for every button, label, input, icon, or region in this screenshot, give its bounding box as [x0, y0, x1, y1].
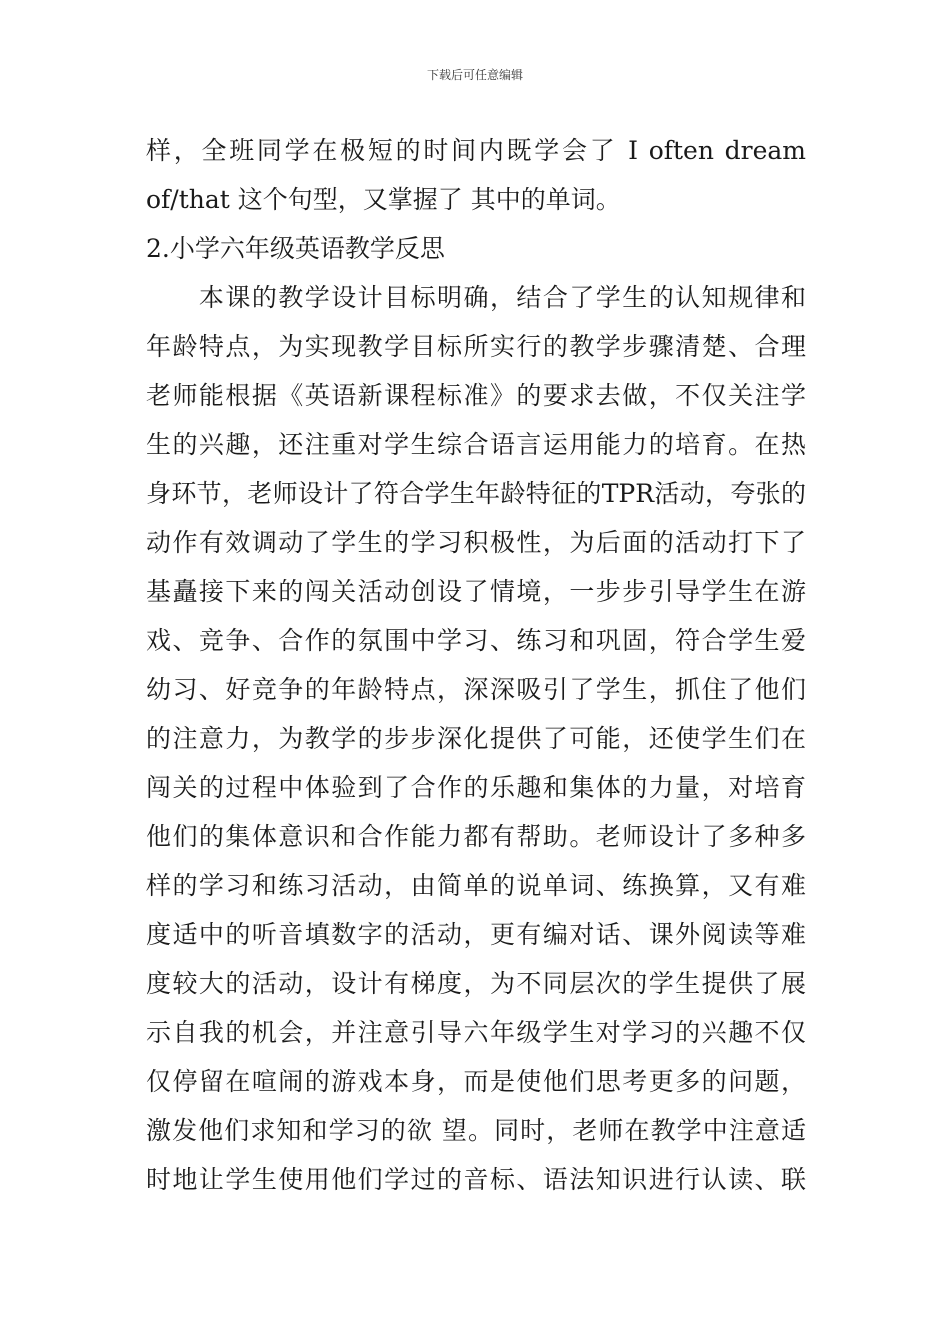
text-line: 本课的教学设计目标明确，结合了学生的认知规律和: [146, 283, 806, 312]
text-line: of/that 这个句型，又掌握了 其中的单词。: [146, 185, 621, 214]
text-line: 基矗接下来的闯关活动创设了情境，一步步引导学生在游: [146, 577, 806, 606]
page-header: 下载后可任意编辑: [426, 68, 523, 82]
text-line: 老师能根据《英语新课程标准》的要求去做，不仅关注学: [146, 381, 806, 410]
text-line: 闯关的过程中体验到了合作的乐趣和集体的力量，对培育: [146, 773, 806, 802]
text-line: 幼习、好竞争的年龄特点，深深吸引了学生，抓住了他们: [146, 675, 806, 704]
text-line: 他们的集体意识和合作能力都有帮助。老师设计了多种多: [146, 822, 806, 851]
text-line: 身环节，老师设计了符合学生年龄特征的TPR活动，夸张的: [146, 479, 806, 508]
text-line: 生的兴趣，还注重对学生综合语言运用能力的培育。在热: [146, 430, 806, 459]
text-line: 示自我的机会，并注意引导六年级学生对学习的兴趣不仅: [146, 1018, 806, 1047]
text-line: 年龄特点，为实现教学目标所实行的教学步骤清楚、合理: [146, 332, 806, 361]
text-line: 动作有效调动了学生的学习积极性，为后面的活动打下了: [146, 528, 806, 557]
text-line: 仅停留在喧闹的游戏本身，而是使他们思考更多的问题，: [146, 1067, 806, 1096]
text-line: 样，全班同学在极短的时间内既学会了 I often dream: [146, 136, 806, 165]
text-line: 时地让学生使用他们学过的音标、语法知识进行认读、联: [146, 1165, 806, 1194]
document-body: [146, 132, 806, 1210]
text-line: 度适中的听音填数字的活动，更有编对话、课外阅读等难: [146, 920, 806, 949]
text-line: 度较大的活动，设计有梯度，为不同层次的学生提供了展: [146, 969, 806, 998]
text-line: 样的学习和练习活动，由简单的说单词、练换算，又有难: [146, 871, 806, 900]
text-line: 激发他们求知和学习的欲 望。同时，老师在教学中注意适: [146, 1116, 806, 1145]
section-heading: 2.小学六年级英语教学反思: [146, 234, 445, 263]
text-line: 戏、竞争、合作的氛围中学习、练习和巩固，符合学生爱: [146, 626, 806, 655]
text-line: 的注意力，为教学的步步深化提供了可能，还使学生们在: [146, 724, 806, 753]
